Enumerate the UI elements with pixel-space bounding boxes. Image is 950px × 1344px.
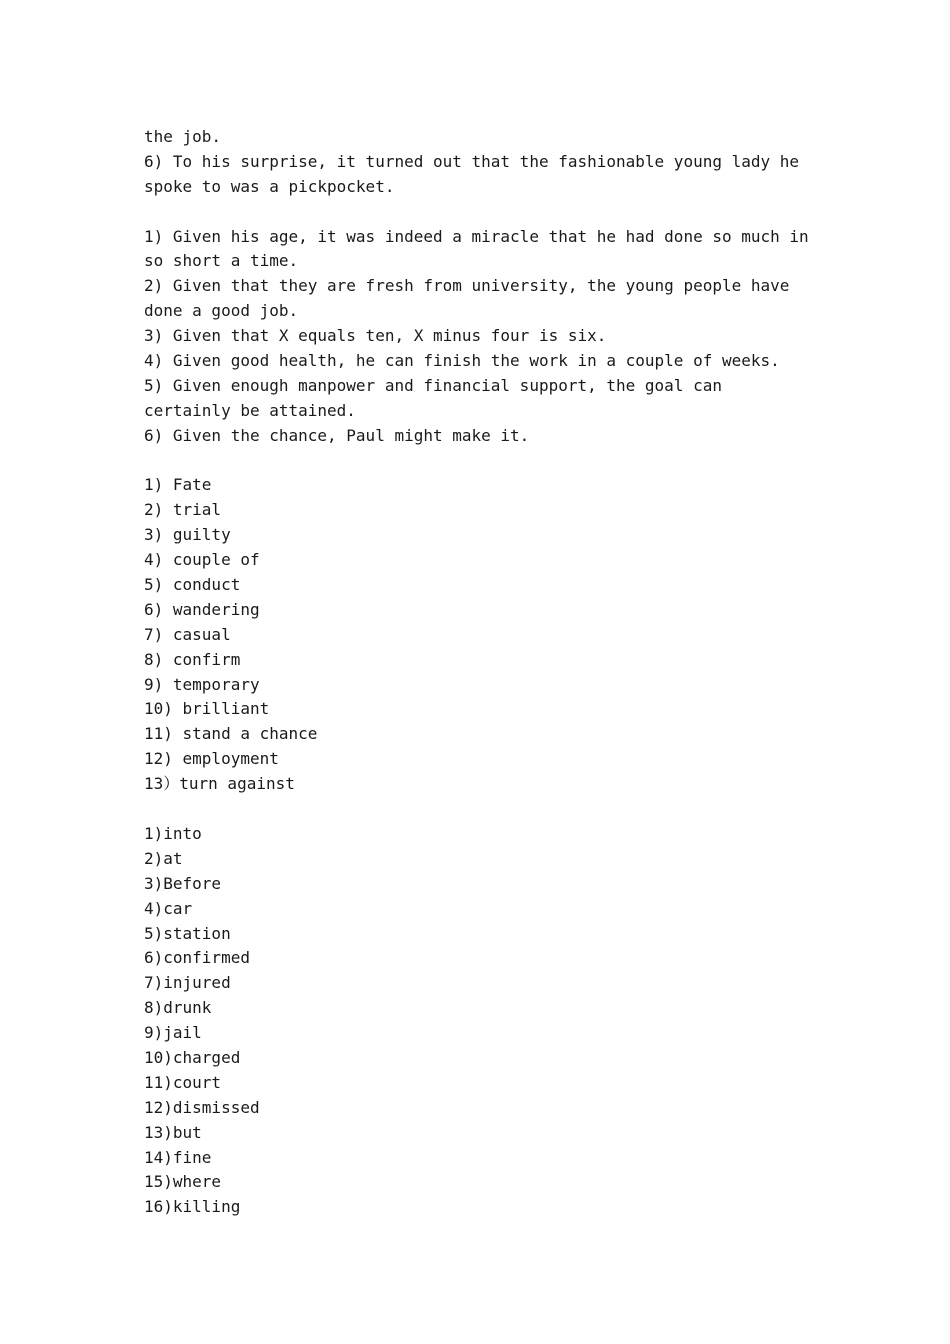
text-line: 5) Given enough manpower and financial support, the goal can <box>144 375 722 395</box>
answer-item: 3)Before <box>144 873 222 893</box>
section-gap <box>144 449 824 474</box>
answer-item: 7) casual <box>144 624 231 644</box>
answer-item: 6)confirmed <box>144 948 250 968</box>
answer-item: 11)court <box>144 1072 222 1092</box>
text-line: 2) Given that they are fresh from university, the young people have <box>144 276 790 296</box>
answer-item: 2)at <box>144 848 183 868</box>
section-gap <box>144 797 824 822</box>
text-line: so short a time. <box>144 251 299 271</box>
answer-item: 13）turn against <box>144 774 295 794</box>
text-line: done a good job. <box>144 301 299 321</box>
text-line: 6) Given the chance, Paul might make it. <box>144 425 530 445</box>
section-gap <box>144 200 824 225</box>
answer-item: 6) wandering <box>144 599 260 619</box>
answer-item: 9) temporary <box>144 674 260 694</box>
text-line: spoke to was a pickpocket. <box>144 176 395 196</box>
answer-item: 4) couple of <box>144 550 260 570</box>
answer-item: 3) guilty <box>144 525 231 545</box>
answer-item: 8)drunk <box>144 998 212 1018</box>
given-section <box>144 225 824 449</box>
text-line: certainly be attained. <box>144 400 356 420</box>
text-line: 6) To his surprise, it turned out that the fashionable young lady he <box>144 151 800 171</box>
answer-item: 12)dismissed <box>144 1097 260 1117</box>
answer-item: 8) confirm <box>144 649 241 669</box>
answer-item: 10) brilliant <box>144 699 270 719</box>
answer-item: 15)where <box>144 1172 222 1192</box>
document-page <box>144 125 824 1220</box>
answer-item: 4)car <box>144 898 193 918</box>
answer-item: 7)injured <box>144 973 231 993</box>
text-line: 4) Given good health, he can finish the work in a couple of weeks. <box>144 351 780 371</box>
answer-item: 12) employment <box>144 749 279 769</box>
intro-block <box>144 125 824 200</box>
answer-item: 16)killing <box>144 1197 241 1217</box>
answer-item: 14)fine <box>144 1147 212 1167</box>
text-line: 3) Given that X equals ten, X minus four is six. <box>144 326 607 346</box>
answer-item: 9)jail <box>144 1023 202 1043</box>
answer-item: 11) stand a chance <box>144 724 318 744</box>
answer-item: 2) trial <box>144 500 222 520</box>
answer-item: 13)but <box>144 1122 202 1142</box>
cloze-section <box>144 822 824 1220</box>
answer-item: 1) Fate <box>144 475 212 495</box>
answer-item: 5)station <box>144 923 231 943</box>
text-line: 1) Given his age, it was indeed a miracle that he had done so much in <box>144 226 809 246</box>
text-line: the job. <box>144 127 222 146</box>
vocab-section <box>144 473 824 797</box>
answer-item: 10)charged <box>144 1047 241 1067</box>
answer-item: 1)into <box>144 823 202 843</box>
answer-item: 5) conduct <box>144 575 241 595</box>
